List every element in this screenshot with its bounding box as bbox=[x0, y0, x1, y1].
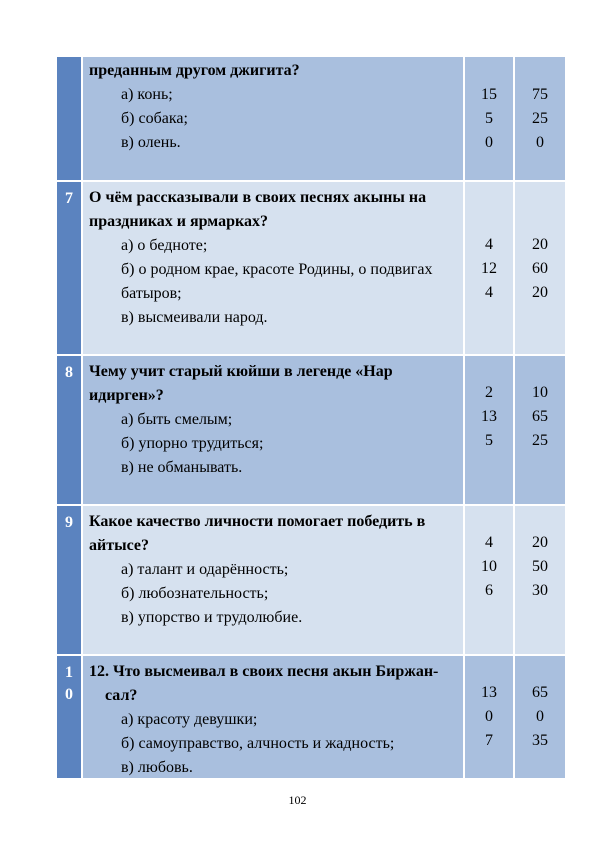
percent-value: 25 bbox=[532, 110, 548, 127]
table-row bbox=[57, 654, 567, 778]
percent-value: 60 bbox=[532, 260, 548, 277]
question-cell bbox=[81, 506, 463, 654]
question-text: Чему учит старый кюйши в легенде «Нар идирген»? bbox=[89, 363, 393, 404]
option: а) быть смелым; bbox=[121, 411, 233, 428]
row-number: 9 bbox=[57, 506, 81, 654]
option: б) любознательность; bbox=[121, 585, 269, 602]
percent-value: 30 bbox=[532, 582, 548, 599]
count-cell bbox=[463, 356, 513, 504]
count-value: 5 bbox=[485, 432, 493, 449]
count-value: 6 bbox=[485, 582, 493, 599]
count-value: 7 bbox=[485, 732, 493, 749]
percent-cell bbox=[513, 656, 565, 778]
percent-value: 20 bbox=[532, 284, 548, 301]
question-cell bbox=[81, 182, 463, 354]
option: а) талант и одарённость; bbox=[121, 561, 289, 578]
question-text: О чём рассказывали в своих песнях акыны на праздниках и ярмарках? bbox=[89, 189, 427, 230]
survey-table bbox=[57, 57, 567, 778]
count-cell bbox=[463, 57, 513, 180]
count-value: 10 bbox=[481, 558, 497, 575]
row-number: 7 bbox=[57, 182, 81, 354]
percent-value: 65 bbox=[532, 684, 548, 701]
count-value: 13 bbox=[481, 408, 497, 425]
percent-value: 10 bbox=[532, 384, 548, 401]
question-text-content: 12. Что высмеивал в своих песня акын Биржан-сал? bbox=[89, 663, 439, 704]
count-value: 4 bbox=[485, 236, 493, 253]
question-cell bbox=[81, 57, 463, 180]
count-value: 12 bbox=[481, 260, 497, 277]
count-value: 4 bbox=[485, 284, 493, 301]
option: в) олень. bbox=[121, 134, 181, 151]
percent-value: 35 bbox=[532, 732, 548, 749]
table-row bbox=[57, 354, 567, 504]
count-value: 5 bbox=[485, 110, 493, 127]
option: в) любовь. bbox=[121, 759, 193, 776]
table-row bbox=[57, 180, 567, 354]
option: б) упорно трудиться; bbox=[121, 435, 264, 452]
row-number-digit: 0 bbox=[65, 686, 73, 703]
percent-value: 20 bbox=[532, 534, 548, 551]
percent-value: 0 bbox=[536, 708, 544, 725]
table-row bbox=[57, 504, 567, 654]
percent-cell bbox=[513, 57, 565, 180]
option: б) собака; bbox=[121, 110, 188, 127]
question-text bbox=[89, 660, 459, 708]
percent-value: 50 bbox=[532, 558, 548, 575]
count-value: 4 bbox=[485, 534, 493, 551]
option: б) самоуправство, алчность и жадность; bbox=[121, 735, 395, 752]
count-value: 2 bbox=[485, 384, 493, 401]
percent-value: 20 bbox=[532, 236, 548, 253]
option: а) конь; bbox=[121, 86, 173, 103]
percent-value: 25 bbox=[532, 432, 548, 449]
question-text: Какое качество личности помогает победить в айтысе? bbox=[89, 513, 426, 554]
row-number: 8 bbox=[57, 356, 81, 504]
row-number bbox=[57, 57, 81, 180]
percent-cell bbox=[513, 356, 565, 504]
count-cell bbox=[463, 656, 513, 778]
percent-value: 65 bbox=[532, 408, 548, 425]
option-text: б) о родном крае, красоте Родины, о подвигах батыров; bbox=[121, 261, 433, 302]
count-value: 0 bbox=[485, 708, 493, 725]
count-cell bbox=[463, 182, 513, 354]
page-number: 102 bbox=[288, 793, 307, 807]
question-cell bbox=[81, 656, 463, 778]
count-value: 0 bbox=[485, 134, 493, 151]
option: а) о бедноте; bbox=[121, 237, 208, 254]
question-text: преданным другом джигита? bbox=[89, 62, 300, 79]
option: в) высмеивали народ. bbox=[121, 309, 268, 326]
row-number bbox=[57, 656, 81, 778]
option bbox=[89, 258, 459, 306]
percent-value: 75 bbox=[532, 86, 548, 103]
percent-value: 0 bbox=[536, 134, 544, 151]
row-number-digit: 1 bbox=[65, 664, 73, 681]
question-cell bbox=[81, 356, 463, 504]
percent-cell bbox=[513, 506, 565, 654]
percent-cell bbox=[513, 182, 565, 354]
option: в) не обманывать. bbox=[121, 459, 243, 476]
count-value: 15 bbox=[481, 86, 497, 103]
table-row bbox=[57, 57, 567, 180]
option: а) красоту девушки; bbox=[121, 711, 258, 728]
count-cell bbox=[463, 506, 513, 654]
count-value: 13 bbox=[481, 684, 497, 701]
option: в) упорство и трудолюбие. bbox=[121, 609, 303, 626]
